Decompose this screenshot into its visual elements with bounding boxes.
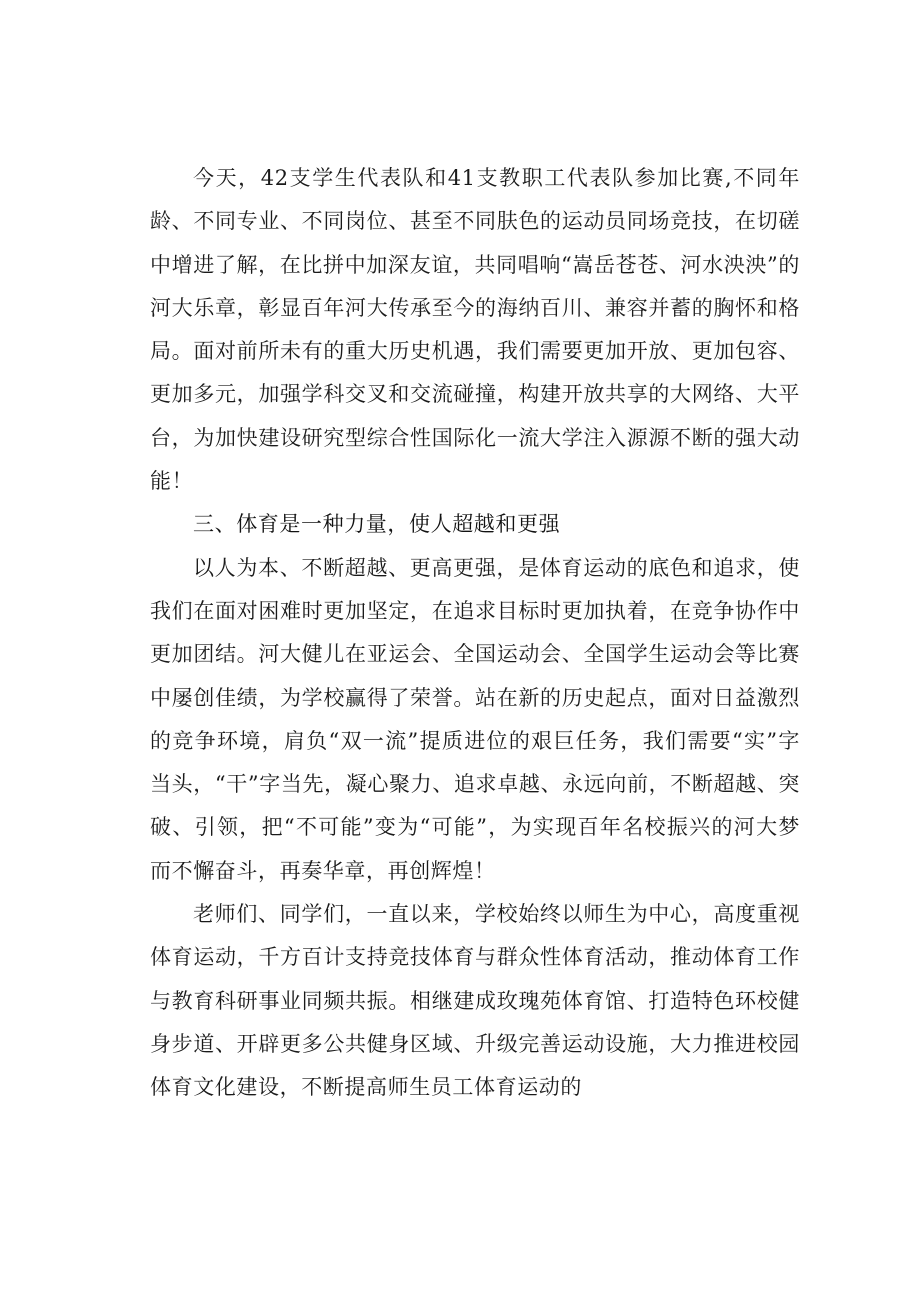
body-paragraph: 今天，42支学生代表队和41支教职工代表队参加比赛,不同年龄、不同专业、不同岗位、甚至不同肤色的运动员同场竞技，在切磋中增进了解，在比拼中加深友谊，共同唱响“嵩岳苍苍、河水泱泱”的河大乐章，彰显百年河大传承至今的海纳百川、兼容并蓄的胸怀和格局。面对前所未有的重大历史机遇，我们需要更加开放、更加包容、更加多元，加强学科交叉和交流碰撞，构建开放共享的大网络、大平台，为加快建设研究型综合性国际化一流大学注入源源不断的强大动能！ (150, 166, 800, 494)
document-body (150, 157, 800, 1110)
body-paragraph: 老师们、同学们，一直以来，学校始终以师生为中心，高度重视体育运动，千方百计支持竞技体育与群众性体育活动，推动体育工作与教育科研事业同频共振。相继建成玫瑰苑体育馆、打造特色环校健身步道、开辟更多公共健身区域、升级完善运动设施，大力推进校园体育文化建设，不断提高师生员工体育运动的 (150, 902, 800, 1100)
body-paragraph: 以人为本、不断超越、更高更强，是体育运动的底色和追求，使我们在面对困难时更加坚定，在追求目标时更加执着，在竞争协作中更加团结。河大健儿在亚运会、全国运动会、全国学生运动会等比赛中屡创佳绩，为学校赢得了荣誉。站在新的历史起点，面对日益激烈的竞争环境，肩负“双一流”提质进位的艰巨任务，我们需要“实”字当头，“干”字当先，凝心聚力、追求卓越、永远向前，不断超越、突破、引领，把“不可能”变为“可能”，为实现百年名校振兴的河大梦而不懈奋斗，再奏华章，再创辉煌！ (150, 555, 800, 883)
section-heading: 三、体育是一种力量，使人超越和更强 (193, 512, 561, 537)
